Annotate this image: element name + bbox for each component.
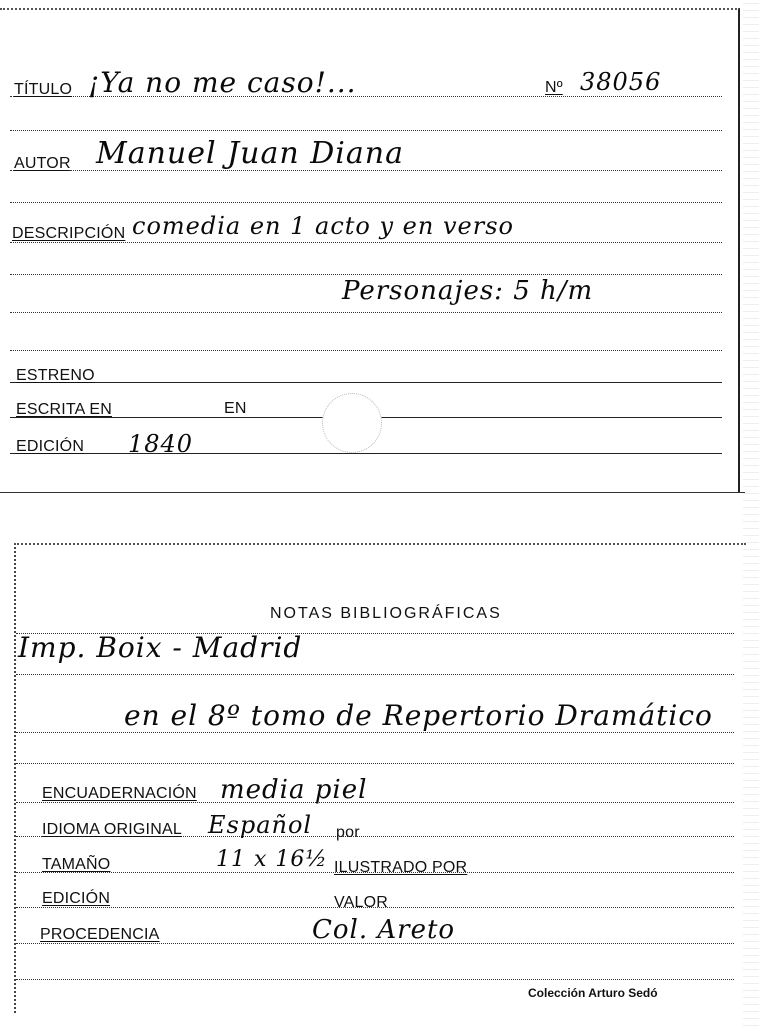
catalog-card-bottom [14,543,746,1013]
rule-note-4 [16,763,734,764]
rule-note-3 [16,732,734,733]
estreno-label: ESTRENO [16,367,95,384]
rule-note-2 [16,674,734,675]
ilustrado-label: ILUSTRADO POR [334,859,468,876]
rule-blank-bottom [16,979,734,980]
rule-blank-1 [10,130,722,131]
tamano-label: TAMAÑO [42,856,111,873]
encuadernacion-value: media piel [220,775,368,805]
valor-label: VALOR [334,894,389,911]
numero-label: Nº [545,79,563,96]
notas-heading: NOTAS BIBLIOGRÁFICAS [270,605,502,622]
note-line-1: Imp. Boix - Madrid [18,631,303,664]
rule-blank-3 [10,274,722,275]
procedencia-label: PROCEDENCIA [40,926,160,943]
edicion2-label: EDICIÓN [42,890,111,907]
encuadernacion-label: ENCUADERNACIÓN [42,785,197,802]
titulo-value: ¡Ya no me caso!... [88,66,357,99]
por-label: por [336,824,360,841]
collection-footer: Colección Arturo Sedó [528,986,658,1000]
personajes-value: Personajes: 5 h/m [342,276,594,306]
note-line-2: en el 8º tomo de Repertorio Dramático [124,699,713,732]
rule-edicion [10,453,722,454]
edicion-label: EDICIÓN [16,438,85,455]
card-separator [0,492,745,493]
rule-blank-2 [10,202,722,203]
catalog-card-top [0,8,740,493]
rule-blank-4 [10,350,722,351]
idioma-value: Español [208,811,313,839]
idioma-label: IDIOMA ORIGINAL [42,821,182,838]
rule-estreno [10,382,722,383]
edicion-value: 1840 [128,430,194,458]
descripcion-value: comedia en 1 acto y en verso [132,212,514,240]
numero-value: 38056 [580,68,662,96]
en-label: EN [224,400,247,417]
tamano-value: 11 x 16½ [216,847,328,872]
autor-label: AUTOR [14,155,71,172]
descripcion-label: DESCRIPCIÓN [12,225,126,242]
titulo-label: TÍTULO [14,81,73,98]
procedencia-value: Col. Areto [312,915,456,945]
punch-hole [322,393,382,453]
autor-value: Manuel Juan Diana [96,136,404,171]
rule-personajes [10,312,722,313]
escrita-en-label: ESCRITA EN [16,401,112,418]
